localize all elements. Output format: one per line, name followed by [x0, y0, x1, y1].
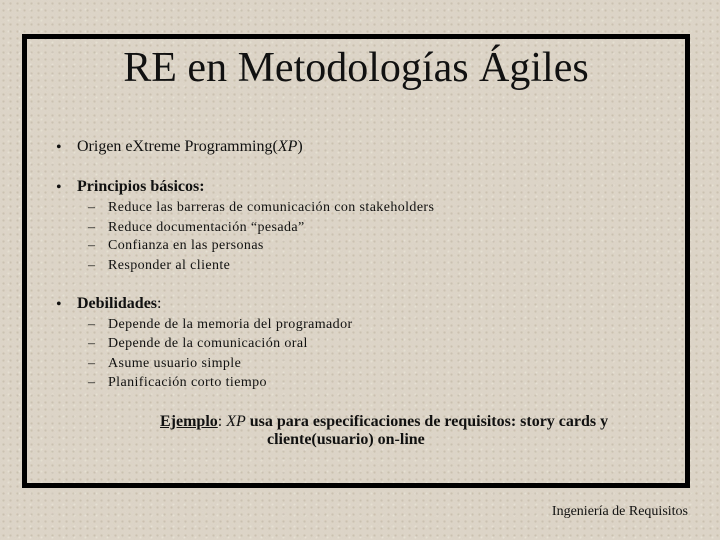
example-colon: :	[217, 413, 227, 430]
dash: –	[88, 258, 96, 273]
example-label: Ejemplo	[160, 413, 218, 430]
principios-item-text: Reduce documentación “pesada”	[108, 220, 305, 235]
debilidades-item-text: Planificación corto tiempo	[108, 375, 267, 390]
debilidades-item	[88, 356, 241, 372]
principios-item-text: Responder al cliente	[108, 258, 231, 273]
dash: –	[88, 200, 96, 215]
principios-item	[88, 258, 230, 274]
slide-title: RE en Metodologías Ágiles	[123, 45, 589, 91]
dash: –	[88, 238, 96, 253]
dash: –	[88, 317, 96, 332]
origen-xp: XP	[277, 138, 298, 155]
slide-footer: Ingeniería de Requisitos	[551, 504, 688, 519]
bullet-origen	[77, 138, 303, 156]
example-text-line1: usa para especificaciones de requisitos: story cards y	[245, 413, 609, 430]
dash: –	[88, 375, 96, 390]
example-xp: XP	[226, 413, 246, 430]
debilidades-item-text: Depende de la comunicación oral	[108, 336, 308, 351]
debilidades-item	[88, 375, 267, 391]
debilidades-item-text: Asume usuario simple	[108, 356, 242, 371]
example-text-line2: cliente(usuario) on-line	[267, 431, 425, 448]
bullet-principios-symbol: •	[56, 179, 62, 196]
bullet-debilidades-symbol: •	[56, 296, 62, 313]
dash: –	[88, 356, 96, 371]
principios-item	[88, 238, 264, 254]
principios-item-text: Confianza en las personas	[108, 238, 264, 253]
bullet-origen-symbol: •	[56, 139, 62, 156]
debilidades-item	[88, 317, 353, 333]
principios-heading: Principios básicos:	[77, 178, 205, 195]
debilidades-heading-line	[77, 295, 161, 313]
principios-item	[88, 200, 434, 216]
principios-item	[88, 220, 305, 236]
debilidades-item	[88, 336, 308, 352]
example-note	[160, 413, 680, 449]
debilidades-heading: Debilidades	[77, 295, 158, 312]
dash: –	[88, 336, 96, 351]
principios-item-text: Reduce las barreras de comunicación con stakeholders	[108, 200, 435, 215]
dash: –	[88, 220, 96, 235]
debilidades-colon: :	[157, 295, 162, 312]
origen-suffix: )	[297, 138, 303, 155]
debilidades-item-text: Depende de la memoria del programador	[108, 317, 353, 332]
origen-prefix: Origen eXtreme Programming(	[77, 138, 278, 155]
